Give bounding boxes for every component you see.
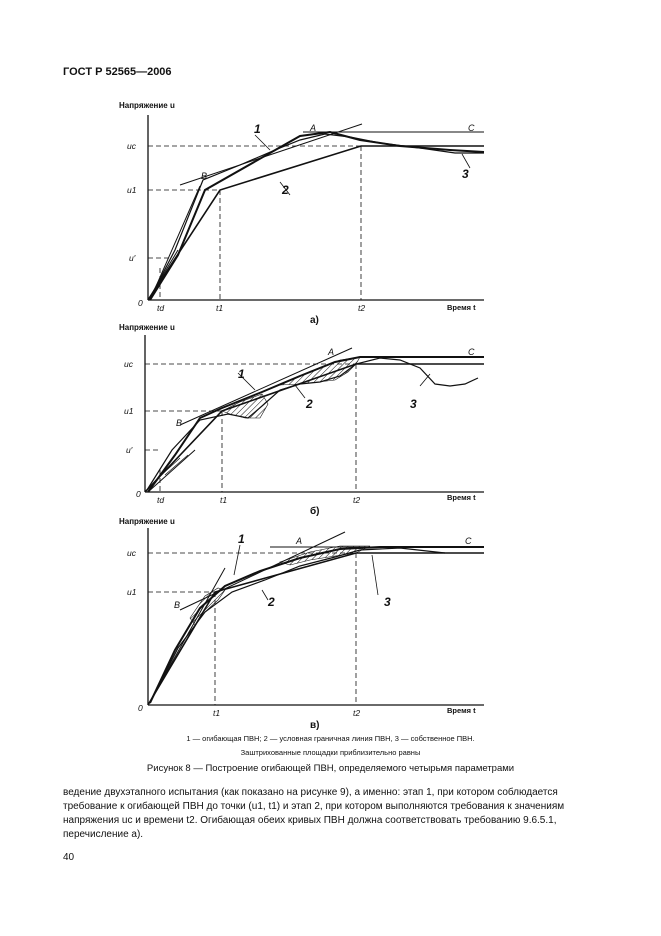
tick-td: td: [157, 495, 165, 505]
tick-uprime: u′: [129, 253, 136, 263]
tick-zero: 0: [138, 298, 143, 308]
curve-label-2: 2: [268, 595, 275, 609]
panel-label: б): [310, 506, 320, 517]
tick-u1: u1: [127, 587, 137, 597]
curve-3-actual: [150, 134, 484, 298]
tangent-line: [180, 532, 345, 610]
hatched-area-1: [190, 588, 225, 625]
point-b: B: [201, 171, 208, 181]
curve-2-boundary: [148, 146, 484, 300]
tick-uprime: u′: [126, 445, 133, 455]
tick-uc: uc: [127, 548, 136, 558]
curve-1-envelope: [150, 547, 484, 703]
tick-zero: 0: [136, 489, 141, 499]
document-header: ГОСТ Р 52565—2006: [63, 66, 172, 78]
y-axis-label: Напряжение u: [119, 517, 175, 526]
tick-u1: u1: [127, 185, 137, 195]
curve-label-1: 1: [238, 367, 245, 381]
y-axis-label: Напряжение u: [119, 101, 175, 110]
tick-t1: t1: [220, 495, 228, 505]
figure-legend-line-2: Заштрихованные площадки приблизительно равны: [240, 748, 421, 757]
x-axis-label: Время t: [447, 706, 476, 715]
point-b: B: [174, 600, 181, 610]
curve-label-2: 2: [282, 183, 289, 197]
point-b: B: [176, 418, 183, 428]
curve-3-actual: [150, 548, 445, 703]
tangent-line: [180, 348, 352, 425]
curve-2-boundary: [148, 553, 484, 705]
y-axis-label: Напряжение u: [119, 323, 175, 332]
point-c: C: [468, 123, 475, 133]
td-line: [148, 250, 178, 300]
figure-caption: Рисунок 8 — Построение огибающей ПВН, определяемого четырьмя параметрами: [146, 763, 515, 774]
tick-t2: t2: [353, 495, 361, 505]
curve-label-3: 3: [384, 595, 391, 609]
curve-2-boundary: [145, 364, 484, 492]
point-a: A: [310, 123, 317, 133]
curve-label-3: 3: [462, 167, 469, 181]
curve-label-1: 1: [254, 122, 261, 136]
point-a: A: [328, 347, 335, 357]
x-axis-label: Время t: [447, 493, 476, 502]
tick-td: td: [157, 303, 165, 313]
body-paragraph: ведение двухэтапного испытания (как показано на рисунке 9), а именно: этап 1, при котором соблюдается требование к огибающей ПВН до точки (u1, t1) и этап 2, при котором выполняются требования к значениям напряжения uc и времени t2. Огибающая обеих кривых ПВН должна соответствовать требованию 9.6.5.1, перечисление а).: [63, 787, 565, 840]
panel-a: [119, 101, 484, 326]
panel-c: [119, 517, 484, 731]
tick-t1: t1: [216, 303, 224, 313]
point-c: C: [468, 347, 475, 357]
tick-t1: t1: [213, 708, 221, 718]
page-number: 40: [63, 852, 75, 863]
tick-t2: t2: [353, 708, 361, 718]
tick-uc: uc: [124, 359, 133, 369]
panel-label: а): [310, 315, 319, 326]
curve-label-2: 2: [306, 397, 313, 411]
tick-zero: 0: [138, 703, 143, 713]
curve-1-envelope: [150, 132, 484, 300]
point-a: A: [296, 536, 303, 546]
point-c: C: [465, 536, 472, 546]
tick-t2: t2: [358, 303, 366, 313]
rise-line: [150, 186, 200, 300]
x-axis-label: Время t: [447, 303, 476, 312]
figure-legend-line-1: 1 — огибающая ПВН; 2 — условная граничная линия ПВН, 3 — собственное ПВН.: [186, 734, 475, 743]
panel-b: [119, 323, 484, 517]
tick-uc: uc: [127, 141, 136, 151]
panel-label: в): [310, 720, 320, 731]
curve-label-3: 3: [410, 397, 417, 411]
curve-label-1: 1: [238, 532, 245, 546]
hatched-area-2: [280, 357, 360, 385]
tick-u1: u1: [124, 406, 134, 416]
